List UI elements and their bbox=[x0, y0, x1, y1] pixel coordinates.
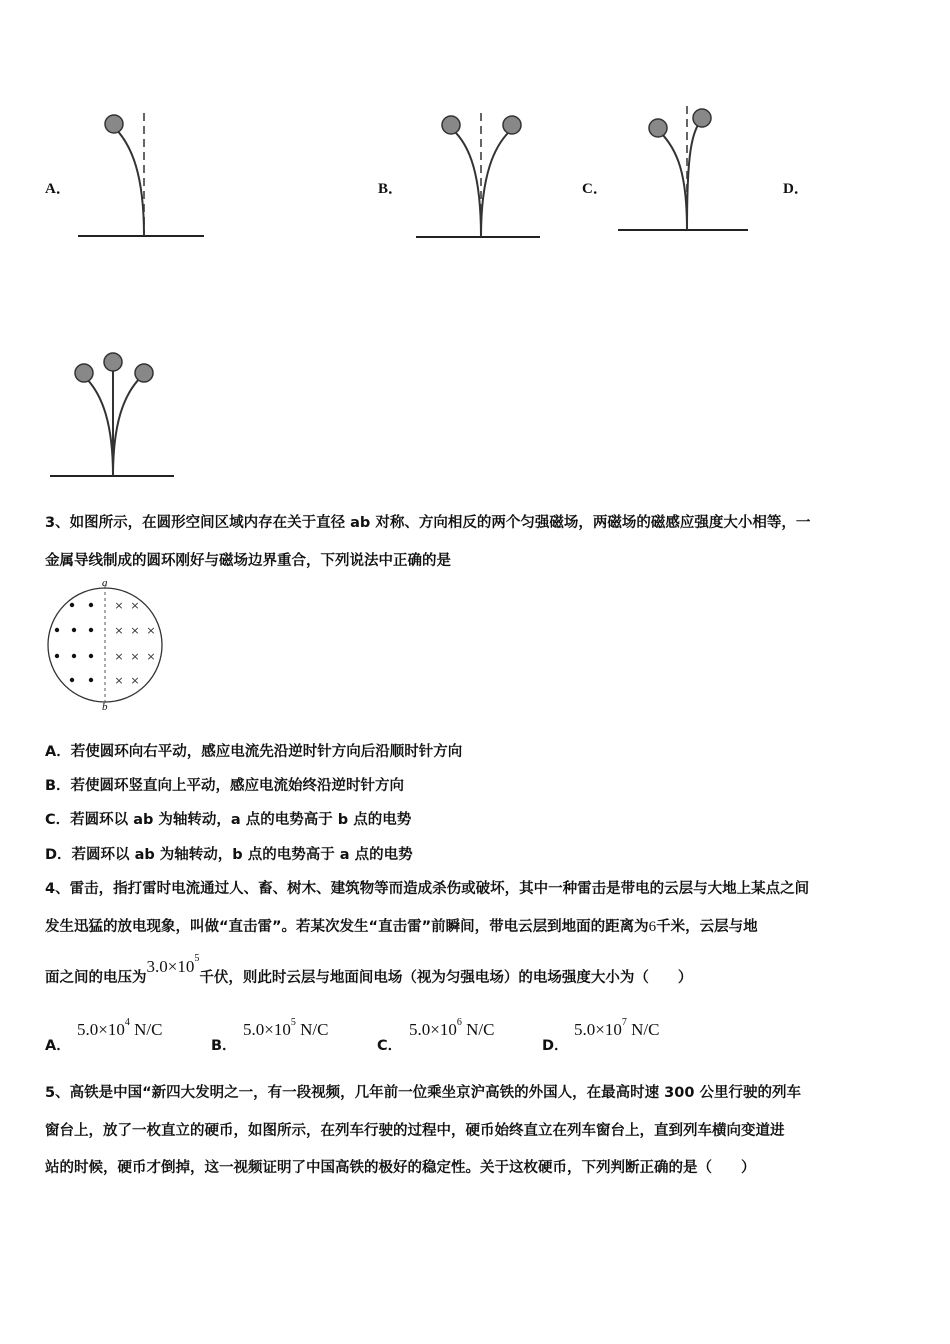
q2-option-d-figure bbox=[45, 345, 185, 485]
q2-option-b-label: B． bbox=[378, 181, 404, 197]
q4-option-c-value: $5.0\times 10^6$ N/C bbox=[409, 1017, 495, 1039]
q2-option-a-figure bbox=[70, 105, 210, 245]
q2-option-d-label: D． bbox=[783, 181, 809, 197]
svg-text:×: × bbox=[146, 650, 156, 663]
q5-stem-line-3: 站的时候，硬币才倒掉，这一视频证明了中国高铁的极好的稳定性。关于这枚硬币，下列判断正确的是（ ） bbox=[45, 1160, 756, 1176]
voltage-value: $3.0\times 10^5$ bbox=[146, 953, 200, 976]
q3-point-b-label: b bbox=[102, 701, 108, 713]
q2-option-c-label: C． bbox=[582, 181, 608, 197]
svg-text:×: × bbox=[130, 599, 140, 612]
distance-value: 6 bbox=[648, 919, 657, 935]
q3-option-a: A．若使圆环向右平动，感应电流先沿逆时针方向后沿顺时针方向 bbox=[45, 744, 463, 760]
q4-option-b-label: B． bbox=[211, 1038, 237, 1054]
q3-option-d: D．若圆环以 ab 为轴转动，b 点的电势高于 a 点的电势 bbox=[45, 847, 413, 863]
svg-text:×: × bbox=[114, 599, 124, 612]
svg-text:×: × bbox=[114, 650, 124, 663]
q3-point-a-label: a bbox=[102, 577, 108, 589]
q3-stem-line-2: 金属导线制成的圆环刚好与磁场边界重合，下列说法中正确的是 bbox=[45, 553, 451, 569]
svg-text:×: × bbox=[114, 674, 124, 687]
q2-option-c-figure bbox=[612, 100, 752, 240]
q4-stem-line-3: 面之间的电压为$3.0\times 10^5$千伏，则此时云层与地面间电场（视为匀强电场）的电场强度大小为（ ） bbox=[45, 953, 693, 986]
q4-option-a-value: $5.0\times 10^4$ N/C bbox=[77, 1017, 163, 1039]
q4-options-row bbox=[45, 1017, 745, 1056]
q4-option-a-label: A． bbox=[45, 1038, 71, 1054]
svg-text:×: × bbox=[130, 674, 140, 687]
q3-magnetic-field-figure bbox=[45, 578, 170, 713]
q4-stem-line-1: 4、雷击，指打雷时电流通过人、畜、树木、建筑物等而造成杀伤或破坏，其中一种雷击是带电的云层与大地上某点之间 bbox=[45, 881, 810, 897]
q3-option-b: B．若使圆环竖直向上平动，感应电流始终沿逆时针方向 bbox=[45, 778, 405, 794]
svg-text:×: × bbox=[130, 650, 140, 663]
svg-text:×: × bbox=[114, 624, 124, 637]
q2-option-a-label: A． bbox=[45, 181, 71, 197]
q5-stem-line-2: 窗台上，放了一枚直立的硬币，如图所示，在列车行驶的过程中，硬币始终直立在列车窗台上，直到列车横向变道进 bbox=[45, 1123, 785, 1139]
q3-option-c: C．若圆环以 ab 为轴转动，a 点的电势高于 b 点的电势 bbox=[45, 812, 412, 828]
q5-stem-line-1: 5、高铁是中国“新四大发明之一，有一段视频，几年前一位乘坐京沪高铁的外国人，在最高时速 300 公里行驶的列车 bbox=[45, 1085, 801, 1101]
q4-option-d-value: $5.0\times 10^7$ N/C bbox=[574, 1017, 660, 1039]
svg-text:×: × bbox=[146, 624, 156, 637]
q4-option-b-value: $5.0\times 10^5$ N/C bbox=[243, 1017, 329, 1039]
q4-stem-line-2: 发生迅猛的放电现象，叫做“直击雷”。若某次发生“直击雷”前瞬间，带电云层到地面的距离为6千米，云层与地 bbox=[45, 919, 758, 935]
field-crosses-into-page bbox=[114, 599, 155, 687]
q4-option-c-label: C． bbox=[377, 1038, 403, 1054]
q3-stem-line-1: 3、如图所示，在圆形空间区域内存在关于直径 ab 对称、方向相反的两个匀强磁场，两磁场的磁感应强度大小相等，一 bbox=[45, 515, 811, 531]
q2-option-b-figure bbox=[410, 105, 550, 245]
q4-option-d-label: D． bbox=[542, 1038, 569, 1054]
svg-text:×: × bbox=[130, 624, 140, 637]
field-dots-out-of-page bbox=[55, 603, 93, 682]
